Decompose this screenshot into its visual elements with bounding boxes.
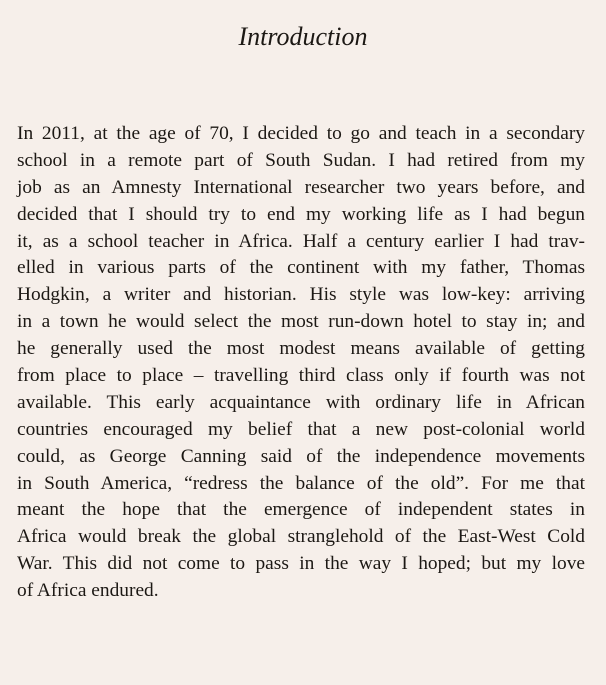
paragraph-line: War. This did not come to pass in the way I hoped; but my love	[17, 553, 585, 575]
paragraph-line: meant the hope that the emergence of independent states in	[17, 499, 585, 521]
paragraph-line: of Africa endured.	[17, 580, 159, 602]
paragraph-line: Africa would break the global stranglehold of the East-West Cold	[17, 526, 585, 548]
paragraph-line: from place to place – travelling third class only if fourth was not	[17, 365, 585, 387]
paragraph-line: Hodgkin, a writer and historian. His style was low-key: arriving	[17, 284, 585, 306]
paragraph-line: In 2011, at the age of 70, I decided to go and teach in a secondary	[17, 123, 585, 144]
paragraph-line: it, as a school teacher in Africa. Half a century earlier I had trav-	[17, 230, 585, 252]
paragraph-line: he generally used the most modest means available of getting	[17, 338, 585, 360]
paragraph-line: in South America, “redress the balance of the old”. For me that	[17, 472, 585, 494]
paragraph-line: job as an Amnesty International researcher two years before, and	[17, 176, 585, 198]
chapter-title: Introduction	[238, 22, 368, 51]
paragraph-line: could, as George Canning said of the independence movements	[17, 445, 585, 467]
paragraph-line: available. This early acquaintance with ordinary life in African	[17, 391, 585, 413]
paragraph-line: elled in various parts of the continent with my father, Thomas	[17, 257, 585, 279]
paragraph-line: school in a remote part of South Sudan. I had retired from my	[17, 149, 585, 171]
paragraph-line: decided that I should try to end my working life as I had begun	[17, 203, 585, 225]
paragraph-line: in a town he would select the most run-down hotel to stay in; and	[17, 311, 585, 333]
paragraph-line: countries encouraged my belief that a new post-colonial world	[17, 418, 585, 440]
introduction-paragraph	[17, 121, 585, 605]
